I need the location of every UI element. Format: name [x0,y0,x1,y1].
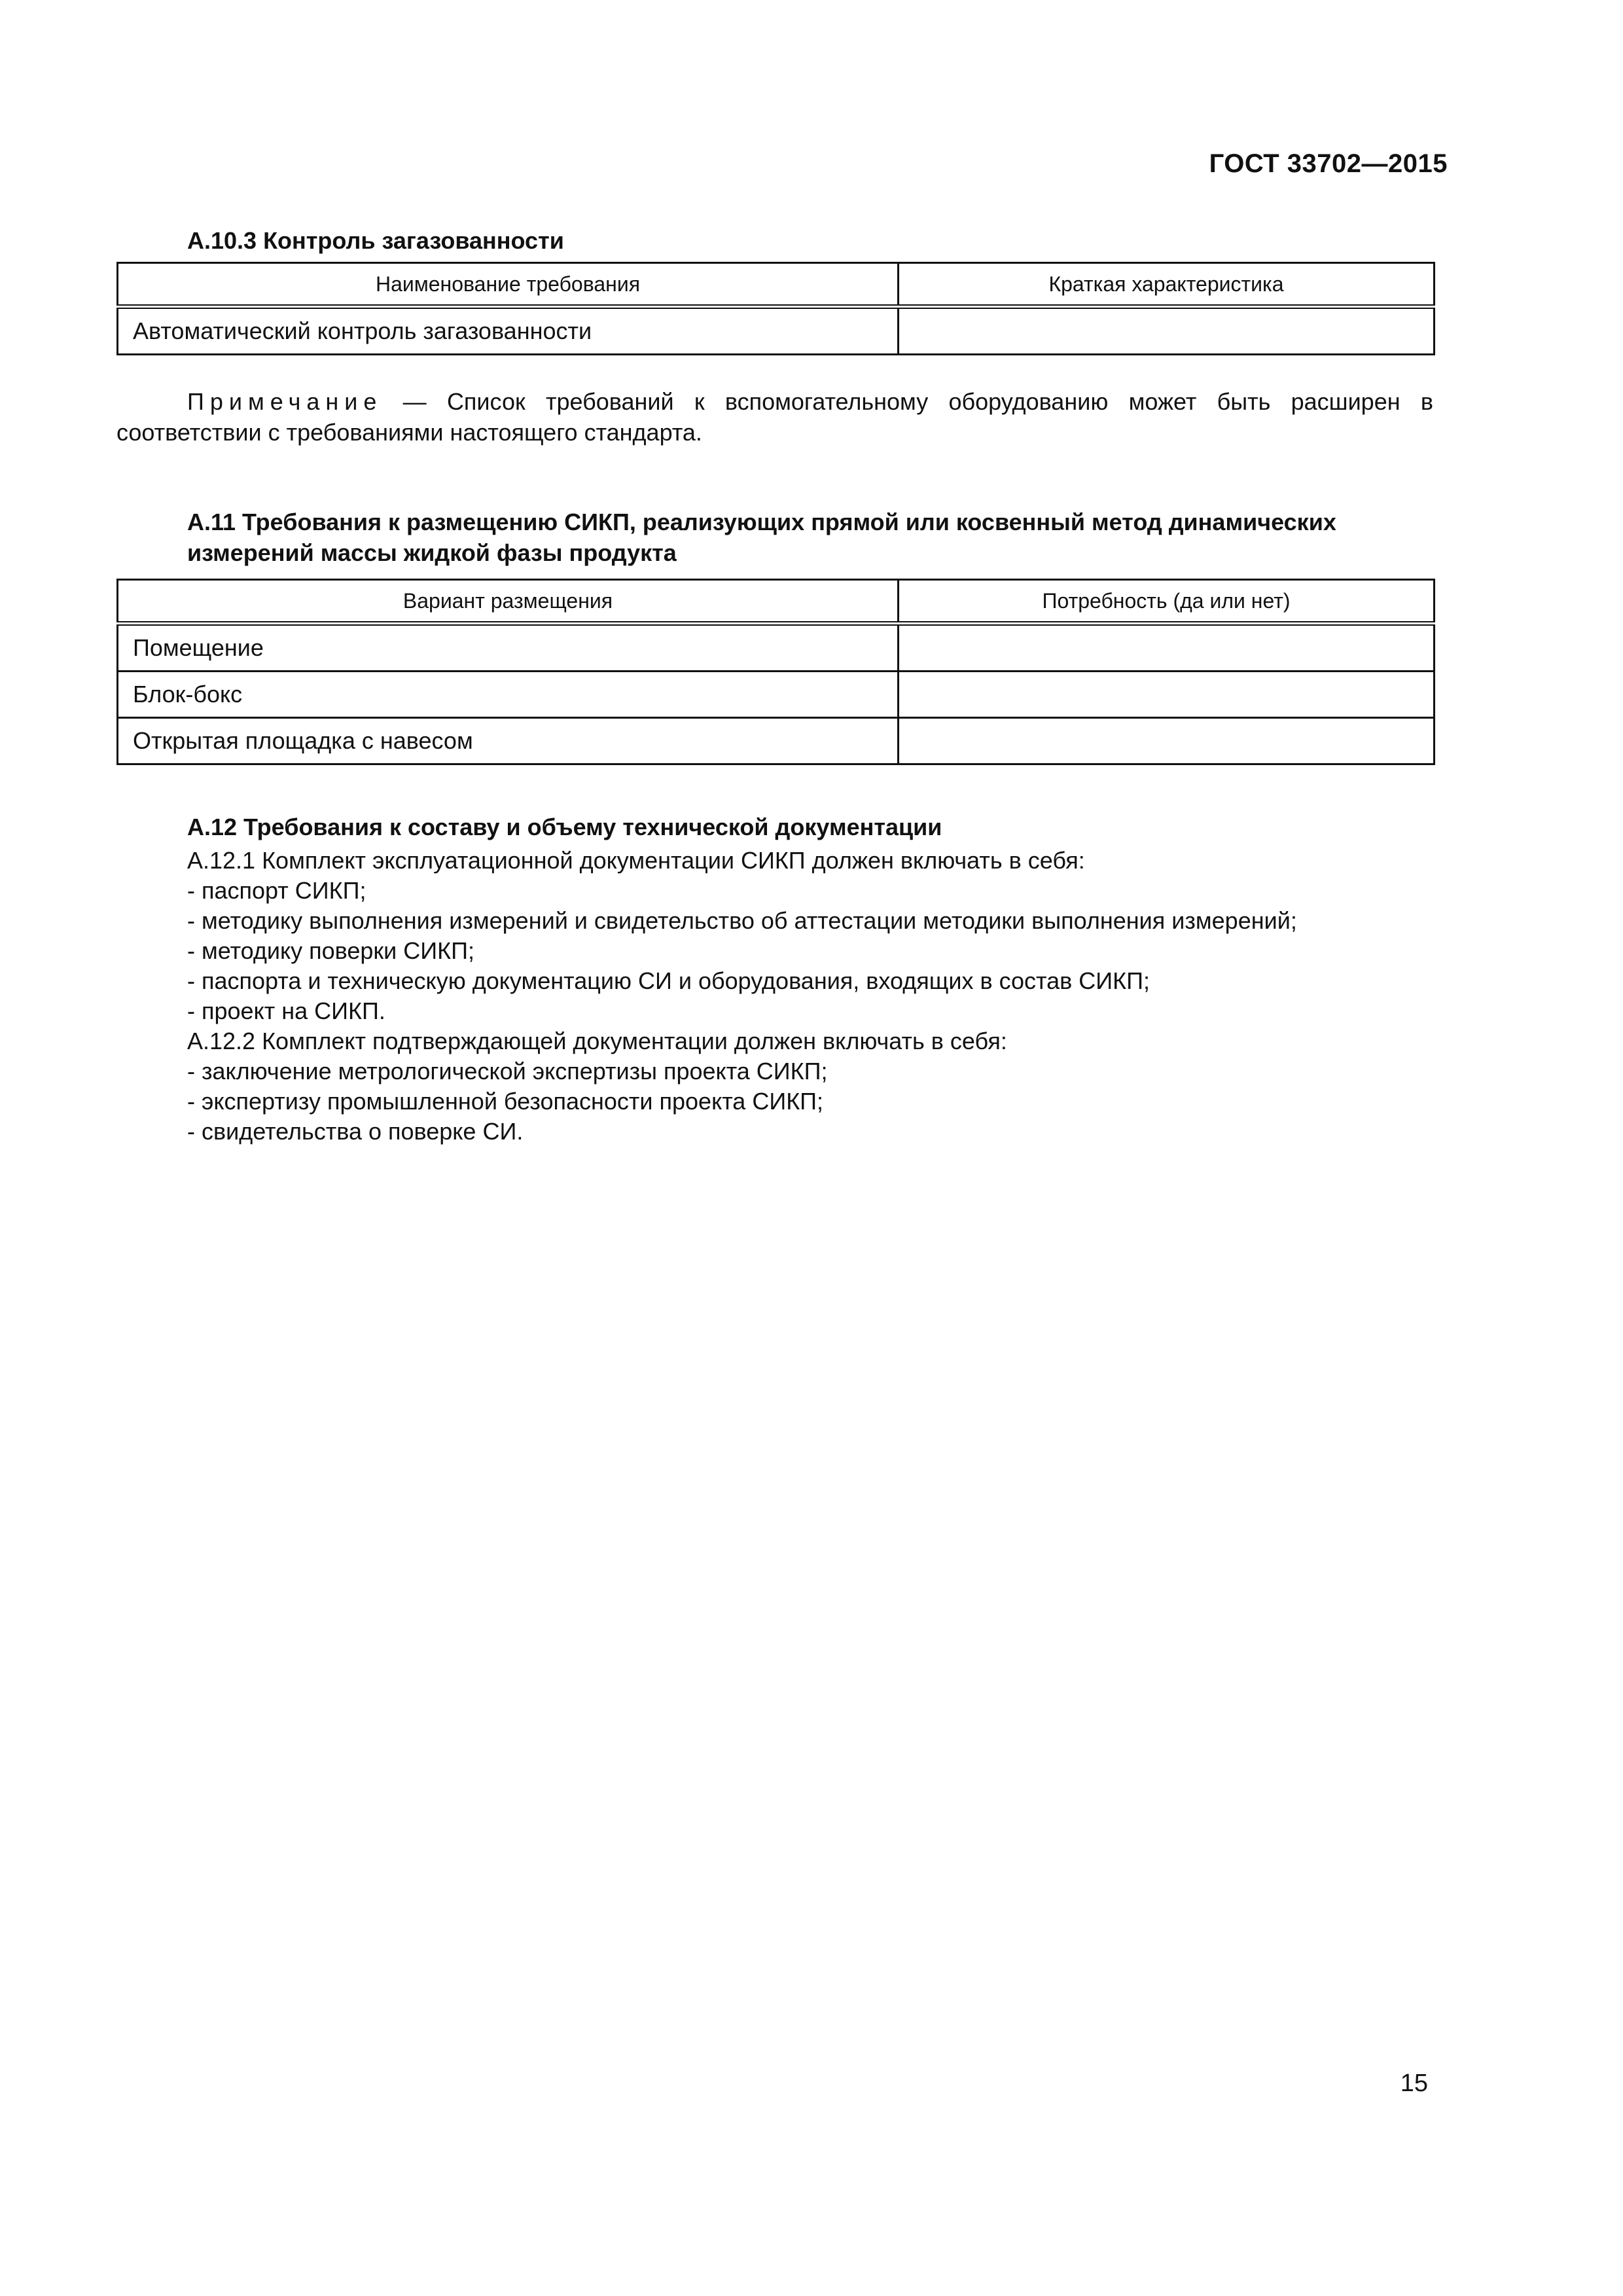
note-text: Список требований к вспомогательному оборудованию может быть расширен в соответствии с требованиями настоящего стандарта. [116,388,1433,446]
table-header-cell: Наименование требования [118,263,899,307]
table-header-row [118,263,1435,307]
table-cell: Блок-бокс [118,672,899,718]
section-a12-title: А.12 Требования к составу и объему технической документации [187,814,942,840]
note-label: Примечание [187,388,383,415]
list-item: А.12.1 Комплект эксплуатационной документации СИКП должен включать в себя: [187,847,1085,874]
table-row [118,672,1435,718]
list-item: - методику выполнения измерений и свидетельство об аттестации методики выполнения измерений; [187,907,1297,934]
table-cell: Помещение [118,624,899,672]
table-row [118,718,1435,764]
list-item: - проект на СИКП. [187,997,385,1024]
list-item: - паспорт СИКП; [187,877,366,904]
note-paragraph [116,386,1433,448]
section-a10-3-title: А.10.3 Контроль загазованности [187,227,564,254]
table-cell [899,307,1435,355]
table-header-row [118,580,1435,624]
list-item: - экспертизу промышленной безопасности проекта СИКП; [187,1088,824,1115]
list-item: А.12.2 Комплект подтверждающей документации должен включать в себя: [187,1028,1007,1054]
list-item: - методику поверки СИКП; [187,937,475,964]
list-item: - заключение метрологической экспертизы проекта СИКП; [187,1058,828,1085]
table-cell: Автоматический контроль загазованности [118,307,899,355]
table-cell [899,624,1435,672]
table-header-cell: Потребность (да или нет) [899,580,1435,624]
table-header-cell: Вариант размещения [118,580,899,624]
table-row [118,307,1435,355]
table-cell: Открытая площадка с навесом [118,718,899,764]
table-row [118,624,1435,672]
list-item: - паспорта и техническую документацию СИ и оборудования, входящих в состав СИКП; [187,967,1150,994]
table-cell [899,672,1435,718]
list-item: - свидетельства о поверке СИ. [187,1118,524,1145]
note-dash: — [382,388,447,415]
placement-table [116,579,1435,765]
documentation-list [187,846,1433,1147]
gas-control-table [116,262,1435,355]
section-a11-title-line2: измерений массы жидкой фазы продукта [187,539,677,566]
table-header-cell: Краткая характеристика [899,263,1435,307]
section-a11-title-line1: А.11 Требования к размещению СИКП, реализующих прямой или косвенный метод динамических [187,509,1336,535]
document-code: ГОСТ 33702—2015 [1209,149,1448,178]
table-cell [899,718,1435,764]
page-number: 15 [1400,2070,1428,2097]
